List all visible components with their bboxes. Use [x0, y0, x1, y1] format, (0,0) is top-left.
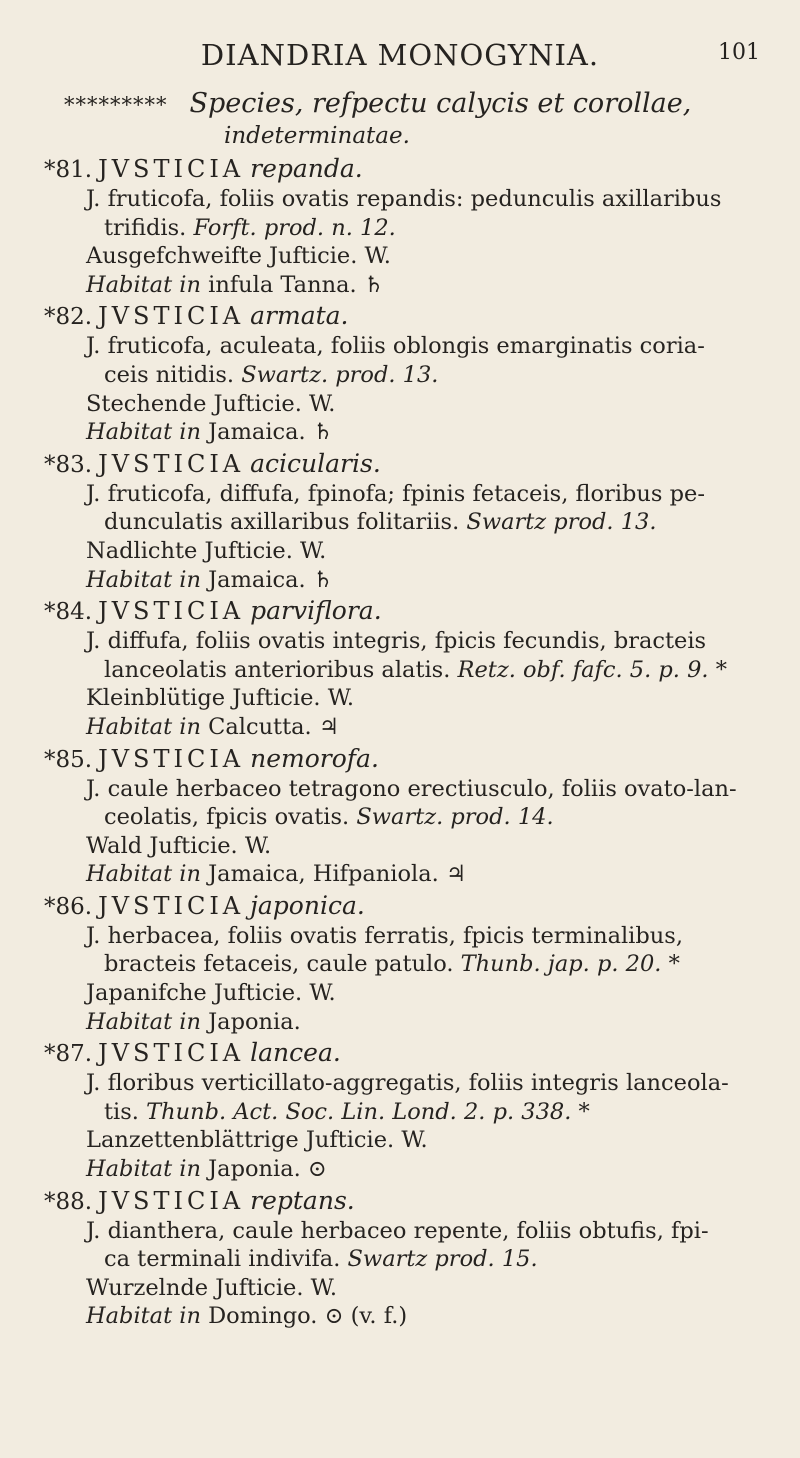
- habitat-label: Habitat in: [86, 861, 201, 888]
- running-head: [0, 38, 800, 78]
- species-name: repanda.: [250, 154, 363, 183]
- literature-reference: Thunb. Act. Soc. Lin. Lond. 2. p. 338. *: [146, 1098, 590, 1125]
- habitat-label: Habitat in: [86, 271, 201, 298]
- diagnosis-line: J. fruticofa, diffufa, fpinofa; fpinis fetaceis, floribus pe-: [86, 480, 705, 507]
- running-head-title: DIANDRIA MONOGYNIA.: [200, 38, 600, 72]
- diagnosis-line: lanceolatis anterioribus alatis.: [104, 656, 451, 683]
- diagnosis-line: ceolatis, fpicis ovatis.: [104, 804, 350, 831]
- vernacular-name: Ausgefchweifte Jufticie. W.: [86, 243, 391, 270]
- literature-reference: Retz. obf. fafc. 5. p. 9. *: [457, 656, 727, 683]
- literature-reference: Swartz. prod. 13.: [241, 361, 439, 388]
- habitat: Calcutta. ♃: [208, 713, 340, 740]
- species-entry: [44, 1038, 774, 1183]
- entry-number: *83.: [44, 451, 93, 478]
- diagnosis-line: bracteis fetaceis, caule patulo.: [104, 951, 454, 978]
- species-entry: [44, 596, 774, 741]
- vernacular-name: Lanzettenblättrige Jufticie. W.: [86, 1127, 428, 1154]
- section-heading: [64, 88, 764, 151]
- diagnosis-line: J. fruticofa, foliis ovatis repandis: pedunculis axillaribus: [86, 186, 722, 212]
- species-name: reptans.: [250, 1185, 355, 1215]
- species-entries: [44, 154, 774, 1333]
- habitat-label: Habitat in: [86, 1008, 201, 1035]
- genus-name: JVSTICIA: [98, 1186, 245, 1215]
- literature-reference: Swartz prod. 13.: [466, 509, 657, 536]
- habitat: Jamaica. ♄: [208, 566, 334, 593]
- diagnosis-line: J. dianthera, caule herbaceo repente, foliis obtufis, fpi-: [86, 1217, 709, 1244]
- genus-name: JVSTICIA: [98, 155, 245, 183]
- vernacular-name: Kleinblütige Jufticie. W.: [86, 685, 355, 712]
- species-name: armata.: [250, 301, 349, 331]
- diagnosis-line: dunculatis axillaribus folitariis.: [104, 509, 460, 536]
- species-name: japonica.: [250, 890, 365, 920]
- literature-reference: Swartz. prod. 14.: [356, 804, 554, 831]
- section-stars: *********: [64, 93, 168, 117]
- genus-name: JVSTICIA: [98, 597, 245, 626]
- entry-number: *81.: [44, 157, 93, 183]
- species-entry: [44, 301, 774, 446]
- vernacular-name: Nadlichte Jufticie. W.: [86, 537, 327, 564]
- vernacular-name: Japanifche Jufticie. W.: [86, 980, 336, 1007]
- vernacular-name: Wald Jufticie. W.: [86, 832, 272, 859]
- literature-reference: Swartz prod. 15.: [347, 1246, 538, 1273]
- species-entry: [44, 449, 774, 594]
- literature-reference: Forft. prod. n. 12.: [193, 214, 396, 241]
- habitat: Japonia.: [208, 1008, 301, 1035]
- genus-name: JVSTICIA: [98, 449, 245, 478]
- diagnosis-line: ca terminali indivifa.: [104, 1246, 341, 1273]
- diagnosis-line: trifidis.: [104, 214, 187, 241]
- habitat: Domingo. ⊙ (v. f.): [208, 1303, 408, 1330]
- species-name: lancea.: [250, 1038, 341, 1068]
- habitat-label: Habitat in: [86, 566, 201, 593]
- species-name: acicularis.: [250, 448, 381, 478]
- diagnosis-line: J. floribus verticillato-aggregatis, foliis integris lanceola-: [86, 1070, 729, 1097]
- species-entry: [44, 891, 774, 1036]
- species-entry: [44, 154, 774, 299]
- literature-reference: Thunb. jap. p. 20. *: [460, 951, 680, 978]
- habitat: Jamaica, Hifpaniola. ♃: [208, 861, 467, 888]
- vernacular-name: Stechende Jufticie. W.: [86, 390, 336, 417]
- species-name: parviflora.: [250, 596, 382, 626]
- habitat-label: Habitat in: [86, 1156, 201, 1183]
- habitat: infula Tanna. ♄: [208, 271, 384, 298]
- species-entry: [44, 744, 774, 889]
- species-entry: [44, 1186, 774, 1331]
- diagnosis-line: tis.: [104, 1098, 139, 1125]
- entry-number: *88.: [44, 1188, 93, 1215]
- diagnosis-line: J. caule herbaceo tetragono erectiusculo, foliis ovato-lan-: [86, 775, 737, 802]
- habitat-label: Habitat in: [86, 713, 201, 740]
- entry-number: *82.: [44, 304, 93, 331]
- genus-name: JVSTICIA: [98, 302, 245, 331]
- section-heading-line2: indeterminatae.: [224, 123, 410, 149]
- habitat: Japonia. ⊙: [208, 1156, 327, 1183]
- genus-name: JVSTICIA: [98, 744, 245, 773]
- genus-name: JVSTICIA: [98, 891, 245, 920]
- habitat: Jamaica. ♄: [208, 419, 334, 446]
- species-name: nemorofa.: [250, 743, 379, 773]
- habitat-label: Habitat in: [86, 419, 201, 446]
- diagnosis-line: ceis nitidis.: [104, 361, 235, 388]
- habitat-label: Habitat in: [86, 1303, 201, 1330]
- entry-number: *87.: [44, 1041, 93, 1068]
- section-heading-line1: Species, refpectu calycis et corollae,: [189, 88, 692, 119]
- diagnosis-line: J. fruticofa, aculeata, foliis oblongis emarginatis coria-: [86, 333, 705, 360]
- entry-number: *85.: [44, 746, 93, 773]
- genus-name: JVSTICIA: [98, 1039, 245, 1068]
- entry-number: *84.: [44, 599, 93, 626]
- diagnosis-line: J. herbacea, foliis ovatis ferratis, fpicis terminalibus,: [86, 922, 683, 949]
- entry-number: *86.: [44, 893, 93, 920]
- diagnosis-line: J. diffufa, foliis ovatis integris, fpicis fecundis, bracteis: [86, 628, 707, 655]
- page-number: 101: [718, 40, 760, 65]
- vernacular-name: Wurzelnde Jufticie. W.: [86, 1274, 338, 1301]
